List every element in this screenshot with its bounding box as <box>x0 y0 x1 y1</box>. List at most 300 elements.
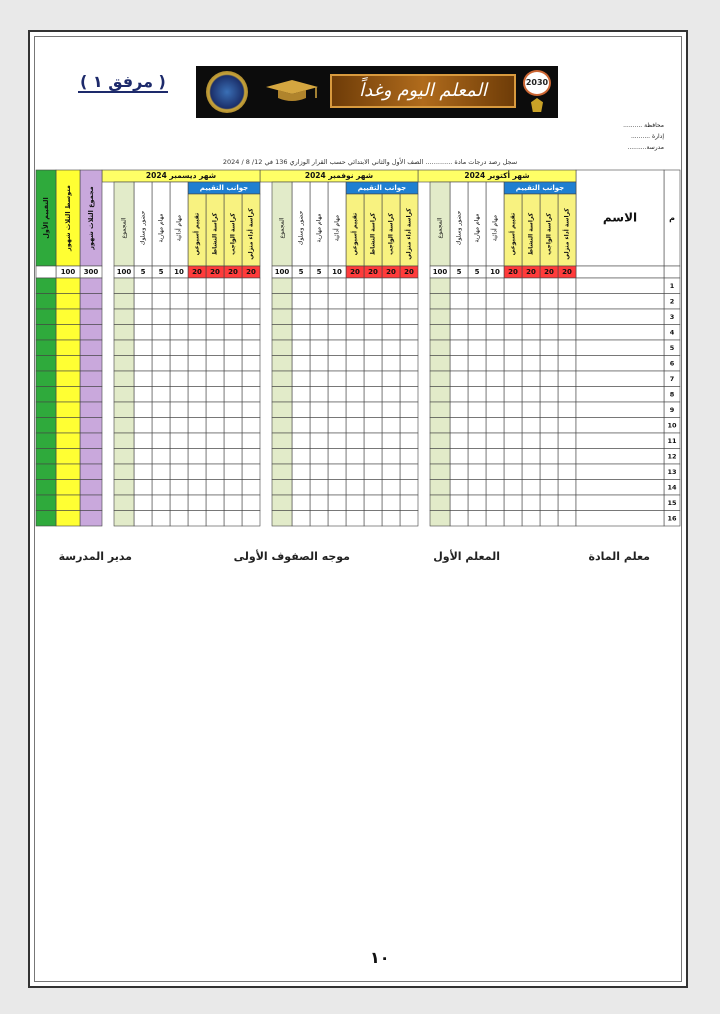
grade-cell <box>468 278 486 294</box>
grade-cell <box>170 340 188 356</box>
grade-cell <box>272 325 292 341</box>
grade-cell <box>188 356 206 372</box>
grade-cell <box>486 309 504 325</box>
grade-cell <box>540 340 558 356</box>
grade-cell <box>430 340 450 356</box>
grade-cell <box>522 449 540 465</box>
grade-cell <box>430 387 450 403</box>
grade-cell <box>540 371 558 387</box>
grade-cell <box>558 433 576 449</box>
grade-cell <box>206 278 224 294</box>
criteria-header-label: مهام أدائية <box>333 214 341 242</box>
grade-cell <box>486 449 504 465</box>
grade-cell <box>188 309 206 325</box>
max-score-label: 20 <box>526 268 536 276</box>
grade-cell <box>272 371 292 387</box>
grade-cell <box>486 402 504 418</box>
grade-cell <box>450 340 468 356</box>
max-score-label: 10 <box>332 268 342 276</box>
grade-cell <box>152 449 170 465</box>
summary-cell <box>36 480 56 496</box>
grade-cell <box>558 387 576 403</box>
row-name-cell <box>576 309 664 325</box>
grade-cell <box>328 309 346 325</box>
grade-cell <box>242 278 260 294</box>
grade-cell <box>364 371 382 387</box>
grade-cell <box>486 433 504 449</box>
grade-cell <box>468 371 486 387</box>
grade-cell <box>346 294 364 310</box>
grade-cell <box>558 278 576 294</box>
grade-cell <box>522 511 540 527</box>
grade-cell <box>242 340 260 356</box>
max-score-label: 20 <box>228 268 238 276</box>
grade-cell <box>310 309 328 325</box>
month-header-label: شهر نوفمبر 2024 <box>304 171 374 180</box>
grade-cell <box>400 480 418 496</box>
grade-cell <box>540 480 558 496</box>
grade-cell <box>400 309 418 325</box>
grade-cell <box>292 325 310 341</box>
max-score-label: 20 <box>246 268 256 276</box>
grade-cell <box>540 418 558 434</box>
grade-cell <box>468 402 486 418</box>
grade-cell <box>346 464 364 480</box>
grade-cell <box>468 449 486 465</box>
summary-cell <box>80 309 102 325</box>
grade-cell <box>206 480 224 496</box>
grade-cell <box>486 464 504 480</box>
grade-cell <box>152 340 170 356</box>
grade-cell <box>134 402 152 418</box>
grade-cell <box>382 449 400 465</box>
grade-cell <box>558 325 576 341</box>
row-index-label: 9 <box>669 405 675 414</box>
grade-cell <box>272 294 292 310</box>
grade-cell <box>450 402 468 418</box>
grade-cell <box>310 387 328 403</box>
summary-cell <box>36 511 56 527</box>
grade-cell <box>292 480 310 496</box>
grade-cell <box>328 356 346 372</box>
criteria-header-label: كراسة أداء منزلي <box>405 208 413 260</box>
grade-cell <box>364 325 382 341</box>
criteria-header-label: كراسة النشاط <box>369 212 377 256</box>
grade-cell <box>224 294 242 310</box>
grade-cell <box>188 511 206 527</box>
grade-cell <box>364 511 382 527</box>
grade-cell <box>558 418 576 434</box>
grade-cell <box>134 433 152 449</box>
grade-cell <box>540 387 558 403</box>
max-score-label: 100 <box>116 268 132 276</box>
grade-cell <box>382 511 400 527</box>
grade-cell <box>152 433 170 449</box>
page-number: ١٠ <box>370 948 390 967</box>
criteria-header-label: المجموع <box>278 217 286 239</box>
grade-cell <box>224 464 242 480</box>
grade-cell <box>310 356 328 372</box>
summary-cell <box>56 294 80 310</box>
grade-cell <box>522 278 540 294</box>
grade-cell <box>382 387 400 403</box>
summary-cell <box>56 449 80 465</box>
grade-cell <box>430 309 450 325</box>
grade-cell <box>242 356 260 372</box>
grade-cell <box>242 449 260 465</box>
grade-cell <box>242 511 260 527</box>
grade-cell <box>224 340 242 356</box>
grade-cell <box>114 387 134 403</box>
grade-cell <box>486 278 504 294</box>
grade-cell <box>382 309 400 325</box>
row-index-label: 14 <box>667 483 677 492</box>
grade-cell <box>364 356 382 372</box>
max-score-label: 20 <box>350 268 360 276</box>
grade-cell <box>328 325 346 341</box>
grade-cell <box>430 356 450 372</box>
grade-cell <box>134 480 152 496</box>
summary-cell <box>56 511 80 527</box>
grade-cell <box>400 418 418 434</box>
grade-cell <box>430 325 450 341</box>
grade-cell <box>310 418 328 434</box>
grade-cell <box>206 464 224 480</box>
row-name-cell <box>576 418 664 434</box>
name-header-label: الاسم <box>602 210 638 225</box>
summary-cell <box>36 449 56 465</box>
grade-cell <box>382 480 400 496</box>
grade-cell <box>310 278 328 294</box>
grade-cell <box>188 418 206 434</box>
grade-cell <box>522 309 540 325</box>
summary-cell <box>56 340 80 356</box>
grade-cell <box>224 418 242 434</box>
grade-cell <box>400 449 418 465</box>
row-index-label: 7 <box>669 374 675 383</box>
grade-cell <box>468 294 486 310</box>
grade-cell <box>242 402 260 418</box>
max-score-label: 20 <box>386 268 396 276</box>
grade-cell <box>242 294 260 310</box>
grade-cell <box>310 433 328 449</box>
grade-cell <box>224 325 242 341</box>
row-name-cell <box>576 449 664 465</box>
grade-cell <box>272 464 292 480</box>
grade-cell <box>430 294 450 310</box>
grade-cell <box>114 371 134 387</box>
grade-cell <box>382 402 400 418</box>
criteria-header-label: تقييم أسبوعي <box>193 212 201 256</box>
max-score-label: 20 <box>210 268 220 276</box>
row-name-cell <box>576 464 664 480</box>
grade-cell <box>152 418 170 434</box>
name-score-cell <box>576 266 664 278</box>
grade-cell <box>400 433 418 449</box>
grade-cell <box>346 495 364 511</box>
grade-cell <box>272 387 292 403</box>
row-index-label: 1 <box>669 281 675 290</box>
criteria-header-label: كراسة النشاط <box>527 212 535 256</box>
grade-cell <box>272 495 292 511</box>
grade-cell <box>504 371 522 387</box>
grade-cell <box>310 294 328 310</box>
grade-cell <box>540 511 558 527</box>
criteria-header-label: مهام مهارية <box>315 213 323 243</box>
grade-cell <box>522 402 540 418</box>
grade-cell <box>382 418 400 434</box>
summary-cell <box>80 294 102 310</box>
grade-cell <box>364 449 382 465</box>
grade-cell <box>346 387 364 403</box>
tools-header-label: جوانب التقييم <box>357 184 407 192</box>
summary-cell <box>56 387 80 403</box>
grade-cell <box>114 356 134 372</box>
vision-2030-badge: 2030 <box>523 70 551 96</box>
summary-cell <box>80 387 102 403</box>
summary-cell <box>36 387 56 403</box>
grade-cell <box>292 294 310 310</box>
grade-cell <box>224 449 242 465</box>
grade-cell <box>450 495 468 511</box>
grade-cell <box>292 464 310 480</box>
grade-cell <box>242 325 260 341</box>
banner-title: المعلم اليوم وغداً <box>330 74 516 108</box>
summary-cell <box>80 464 102 480</box>
grade-cell <box>504 449 522 465</box>
grade-cell <box>272 356 292 372</box>
grade-cell <box>114 294 134 310</box>
grade-cell <box>486 495 504 511</box>
row-name-cell <box>576 433 664 449</box>
summary-cell <box>56 464 80 480</box>
grade-cell <box>328 511 346 527</box>
grade-cell <box>468 433 486 449</box>
max-score-label: 10 <box>174 268 184 276</box>
grade-cell <box>346 340 364 356</box>
summary-cell <box>56 480 80 496</box>
grade-cell <box>188 371 206 387</box>
grade-cell <box>188 340 206 356</box>
grade-cell <box>504 356 522 372</box>
summary-score-label: 100 <box>60 268 76 276</box>
grade-cell <box>152 294 170 310</box>
grade-cell <box>114 402 134 418</box>
grade-cell <box>328 387 346 403</box>
grade-cell <box>114 464 134 480</box>
grade-cell <box>468 495 486 511</box>
max-score-label: 20 <box>544 268 554 276</box>
grade-cell <box>152 309 170 325</box>
tools-header-label: جوانب التقييم <box>199 184 249 192</box>
grade-cell <box>292 371 310 387</box>
grade-cell <box>114 309 134 325</box>
grade-cell <box>310 480 328 496</box>
summary-cell <box>80 511 102 527</box>
max-score-label: 20 <box>508 268 518 276</box>
grade-cell <box>224 371 242 387</box>
grade-cell <box>450 325 468 341</box>
criteria-header-label: مهام أدائية <box>491 214 499 242</box>
grade-cell <box>558 449 576 465</box>
grade-cell <box>504 294 522 310</box>
grade-cell <box>292 402 310 418</box>
summary-cell <box>36 278 56 294</box>
max-score-label: 5 <box>316 268 322 276</box>
grade-cell <box>206 340 224 356</box>
school-line: مدرسة.......... <box>627 144 664 151</box>
grade-cell <box>430 402 450 418</box>
row-name-cell <box>576 402 664 418</box>
grade-cell <box>134 371 152 387</box>
grade-cell <box>468 340 486 356</box>
criteria-header-label: حضور وسلوك <box>455 210 463 246</box>
criteria-header-label: تقييم أسبوعي <box>351 212 359 256</box>
administration-line: إدارة .......... <box>630 133 664 140</box>
grade-cell <box>188 387 206 403</box>
grade-cell <box>134 325 152 341</box>
grade-cell <box>328 278 346 294</box>
row-index-label: 10 <box>667 421 677 430</box>
summary-cell <box>80 402 102 418</box>
grade-cell <box>382 356 400 372</box>
grade-cell <box>400 340 418 356</box>
grade-cell <box>540 309 558 325</box>
row-index-label: 3 <box>669 312 675 321</box>
grade-cell <box>450 278 468 294</box>
summary-cell <box>36 433 56 449</box>
summary-cell <box>80 340 102 356</box>
grade-cell <box>400 356 418 372</box>
grade-cell <box>114 418 134 434</box>
grade-cell <box>364 387 382 403</box>
criteria-header-label: المجموع <box>120 217 128 239</box>
max-score-label: 10 <box>490 268 500 276</box>
max-score-label: 20 <box>404 268 414 276</box>
grade-cell <box>522 371 540 387</box>
grade-cell <box>364 278 382 294</box>
grade-cell <box>430 480 450 496</box>
criteria-header-label: كراسة أداء منزلي <box>247 208 255 260</box>
summary-cell <box>56 433 80 449</box>
grade-cell <box>206 511 224 527</box>
grade-cell <box>114 340 134 356</box>
summary-cell <box>56 309 80 325</box>
grade-cell <box>272 402 292 418</box>
grade-cell <box>134 356 152 372</box>
summary-cell <box>36 371 56 387</box>
grade-cell <box>188 325 206 341</box>
summary-cell <box>36 402 56 418</box>
grade-cell <box>430 449 450 465</box>
grade-cell <box>450 309 468 325</box>
criteria-header-label: تقييم أسبوعي <box>509 212 517 256</box>
grade-cell <box>170 418 188 434</box>
grade-cell <box>346 449 364 465</box>
grade-cell <box>310 495 328 511</box>
grade-cell <box>188 495 206 511</box>
grade-cell <box>486 371 504 387</box>
grade-cell <box>364 464 382 480</box>
row-index-label: 2 <box>669 297 675 306</box>
grade-cell <box>206 371 224 387</box>
summary-header-label: مجموع الثلاث شهور <box>87 186 95 250</box>
grade-cell <box>188 278 206 294</box>
criteria-header-label: كراسة الواجب <box>229 213 237 255</box>
grade-cell <box>486 340 504 356</box>
max-score-label: 20 <box>192 268 202 276</box>
grade-cell <box>206 387 224 403</box>
grade-cell <box>504 480 522 496</box>
row-name-cell <box>576 325 664 341</box>
row-name-cell <box>576 480 664 496</box>
grade-cell <box>450 418 468 434</box>
grade-cell <box>364 309 382 325</box>
grade-cell <box>170 278 188 294</box>
row-index-label: 12 <box>667 452 677 461</box>
grade-cell <box>242 433 260 449</box>
grade-cell <box>114 325 134 341</box>
grade-cell <box>382 340 400 356</box>
summary-cell <box>80 278 102 294</box>
grade-cell <box>328 418 346 434</box>
grade-cell <box>486 480 504 496</box>
grade-cell <box>292 433 310 449</box>
summary-cell <box>80 371 102 387</box>
grade-cell <box>364 402 382 418</box>
grades-table <box>30 32 686 986</box>
row-name-cell <box>576 371 664 387</box>
grade-cell <box>224 309 242 325</box>
grade-cell <box>272 449 292 465</box>
row-name-cell <box>576 387 664 403</box>
summary-cell <box>80 356 102 372</box>
grade-cell <box>522 433 540 449</box>
grade-cell <box>540 278 558 294</box>
row-name-cell <box>576 294 664 310</box>
grade-cell <box>468 356 486 372</box>
document-subtitle: سجل رصد درجات مادة ............. الصف الأول والثاني الابتدائي حسب القرار الوزاري 136 في 12/ 8 / 2024 <box>222 158 518 166</box>
grade-cell <box>114 495 134 511</box>
grade-cell <box>188 449 206 465</box>
grade-cell <box>328 495 346 511</box>
grade-cell <box>152 356 170 372</box>
summary-header-label: متوسط الثلاث شهور <box>64 185 72 251</box>
grade-cell <box>272 340 292 356</box>
row-index-label: 5 <box>669 343 675 352</box>
grade-cell <box>540 464 558 480</box>
grade-cell <box>328 433 346 449</box>
grade-cell <box>430 433 450 449</box>
grade-cell <box>430 371 450 387</box>
grade-cell <box>134 495 152 511</box>
max-score-label: 20 <box>368 268 378 276</box>
grade-cell <box>382 464 400 480</box>
grade-cell <box>382 495 400 511</box>
grade-cell <box>170 464 188 480</box>
grade-cell <box>450 356 468 372</box>
summary-cell <box>80 433 102 449</box>
grade-cell <box>504 309 522 325</box>
grade-cell <box>400 278 418 294</box>
signature-subject-teacher: معلم المادة <box>588 550 650 563</box>
grade-cell <box>486 387 504 403</box>
grade-cell <box>170 449 188 465</box>
grade-cell <box>134 294 152 310</box>
summary-cell <box>80 480 102 496</box>
grade-cell <box>430 511 450 527</box>
grade-cell <box>328 402 346 418</box>
